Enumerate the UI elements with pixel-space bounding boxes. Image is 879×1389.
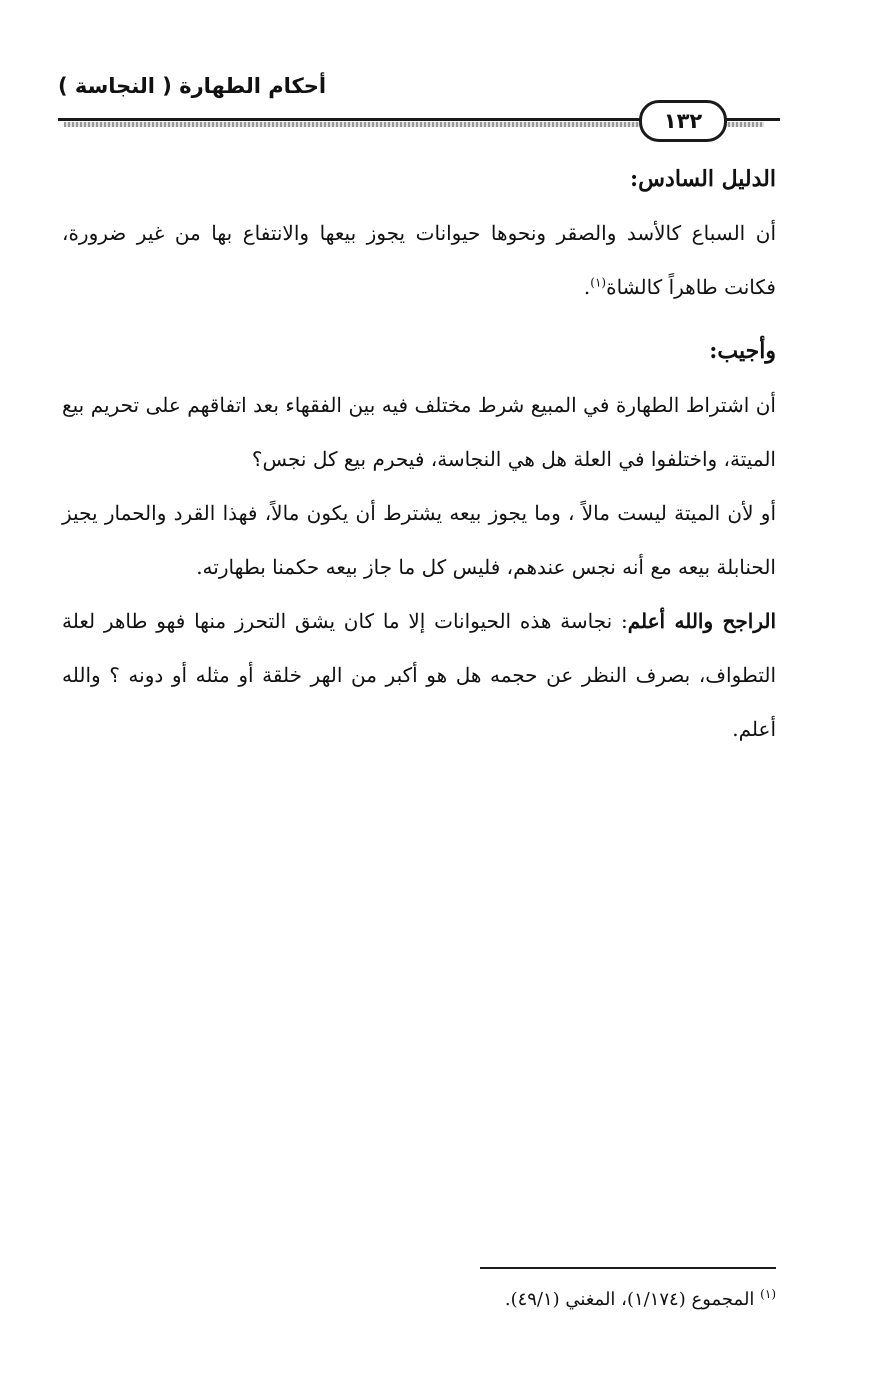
running-title: أحكام الطهارة ( النجاسة ) [58, 74, 327, 98]
footnote-1 [300, 1289, 776, 1310]
preponderant-text: : نجاسة هذه الحيوانات إلا ما كان يشق التحرز منها فهو طاهر لعلة التطواف، بصرف النظر عن حجمه هل هو أكبر من الهر خلقة أو مثله أو دونه ؟ والله أعلم. [62, 609, 776, 741]
main-text [62, 152, 776, 756]
paragraph-answer-2: أو لأن الميتة ليست مالاً ، وما يجوز بيعه يشترط أن يكون مالاً، فهذا القرد والحمار يجيز الحنابلة بيعه مع أنه نجس عندهم، فليس كل ما جاز بيعه حكمنا بطهارته. [62, 501, 776, 579]
heading-answer: وأجيب: [709, 338, 776, 364]
page-number: ١٣٢ [639, 100, 727, 142]
evidence-end: . [583, 275, 591, 299]
footnote-text: المجموع (١/١٧٤)، المغني (٤٩/١). [504, 1289, 755, 1310]
evidence-text: أن السباع كالأسد والصقر ونحوها حيوانات يجوز بيعها والانتفاع بها من غير ضرورة، فكانت طاهراً كالشاة [62, 221, 776, 299]
footnote-marker: (١) [760, 1287, 776, 1301]
heading-sixth-evidence: الدليل السادس: [630, 166, 776, 192]
footnote-ref: (١) [590, 275, 607, 290]
paragraph-evidence [62, 206, 776, 314]
paragraph-preponderant [62, 594, 776, 756]
footnote-separator [480, 1267, 776, 1269]
paragraph-answer-1: أن اشتراط الطهارة في المبيع شرط مختلف فيه بين الفقهاء بعد اتفاقهم على تحريم بيع الميتة، واختلفوا في العلة هل هي النجاسة، فيحرم بيع كل نجس؟ [62, 393, 776, 471]
preponderant-label: الراجح والله أعلم [627, 609, 777, 633]
